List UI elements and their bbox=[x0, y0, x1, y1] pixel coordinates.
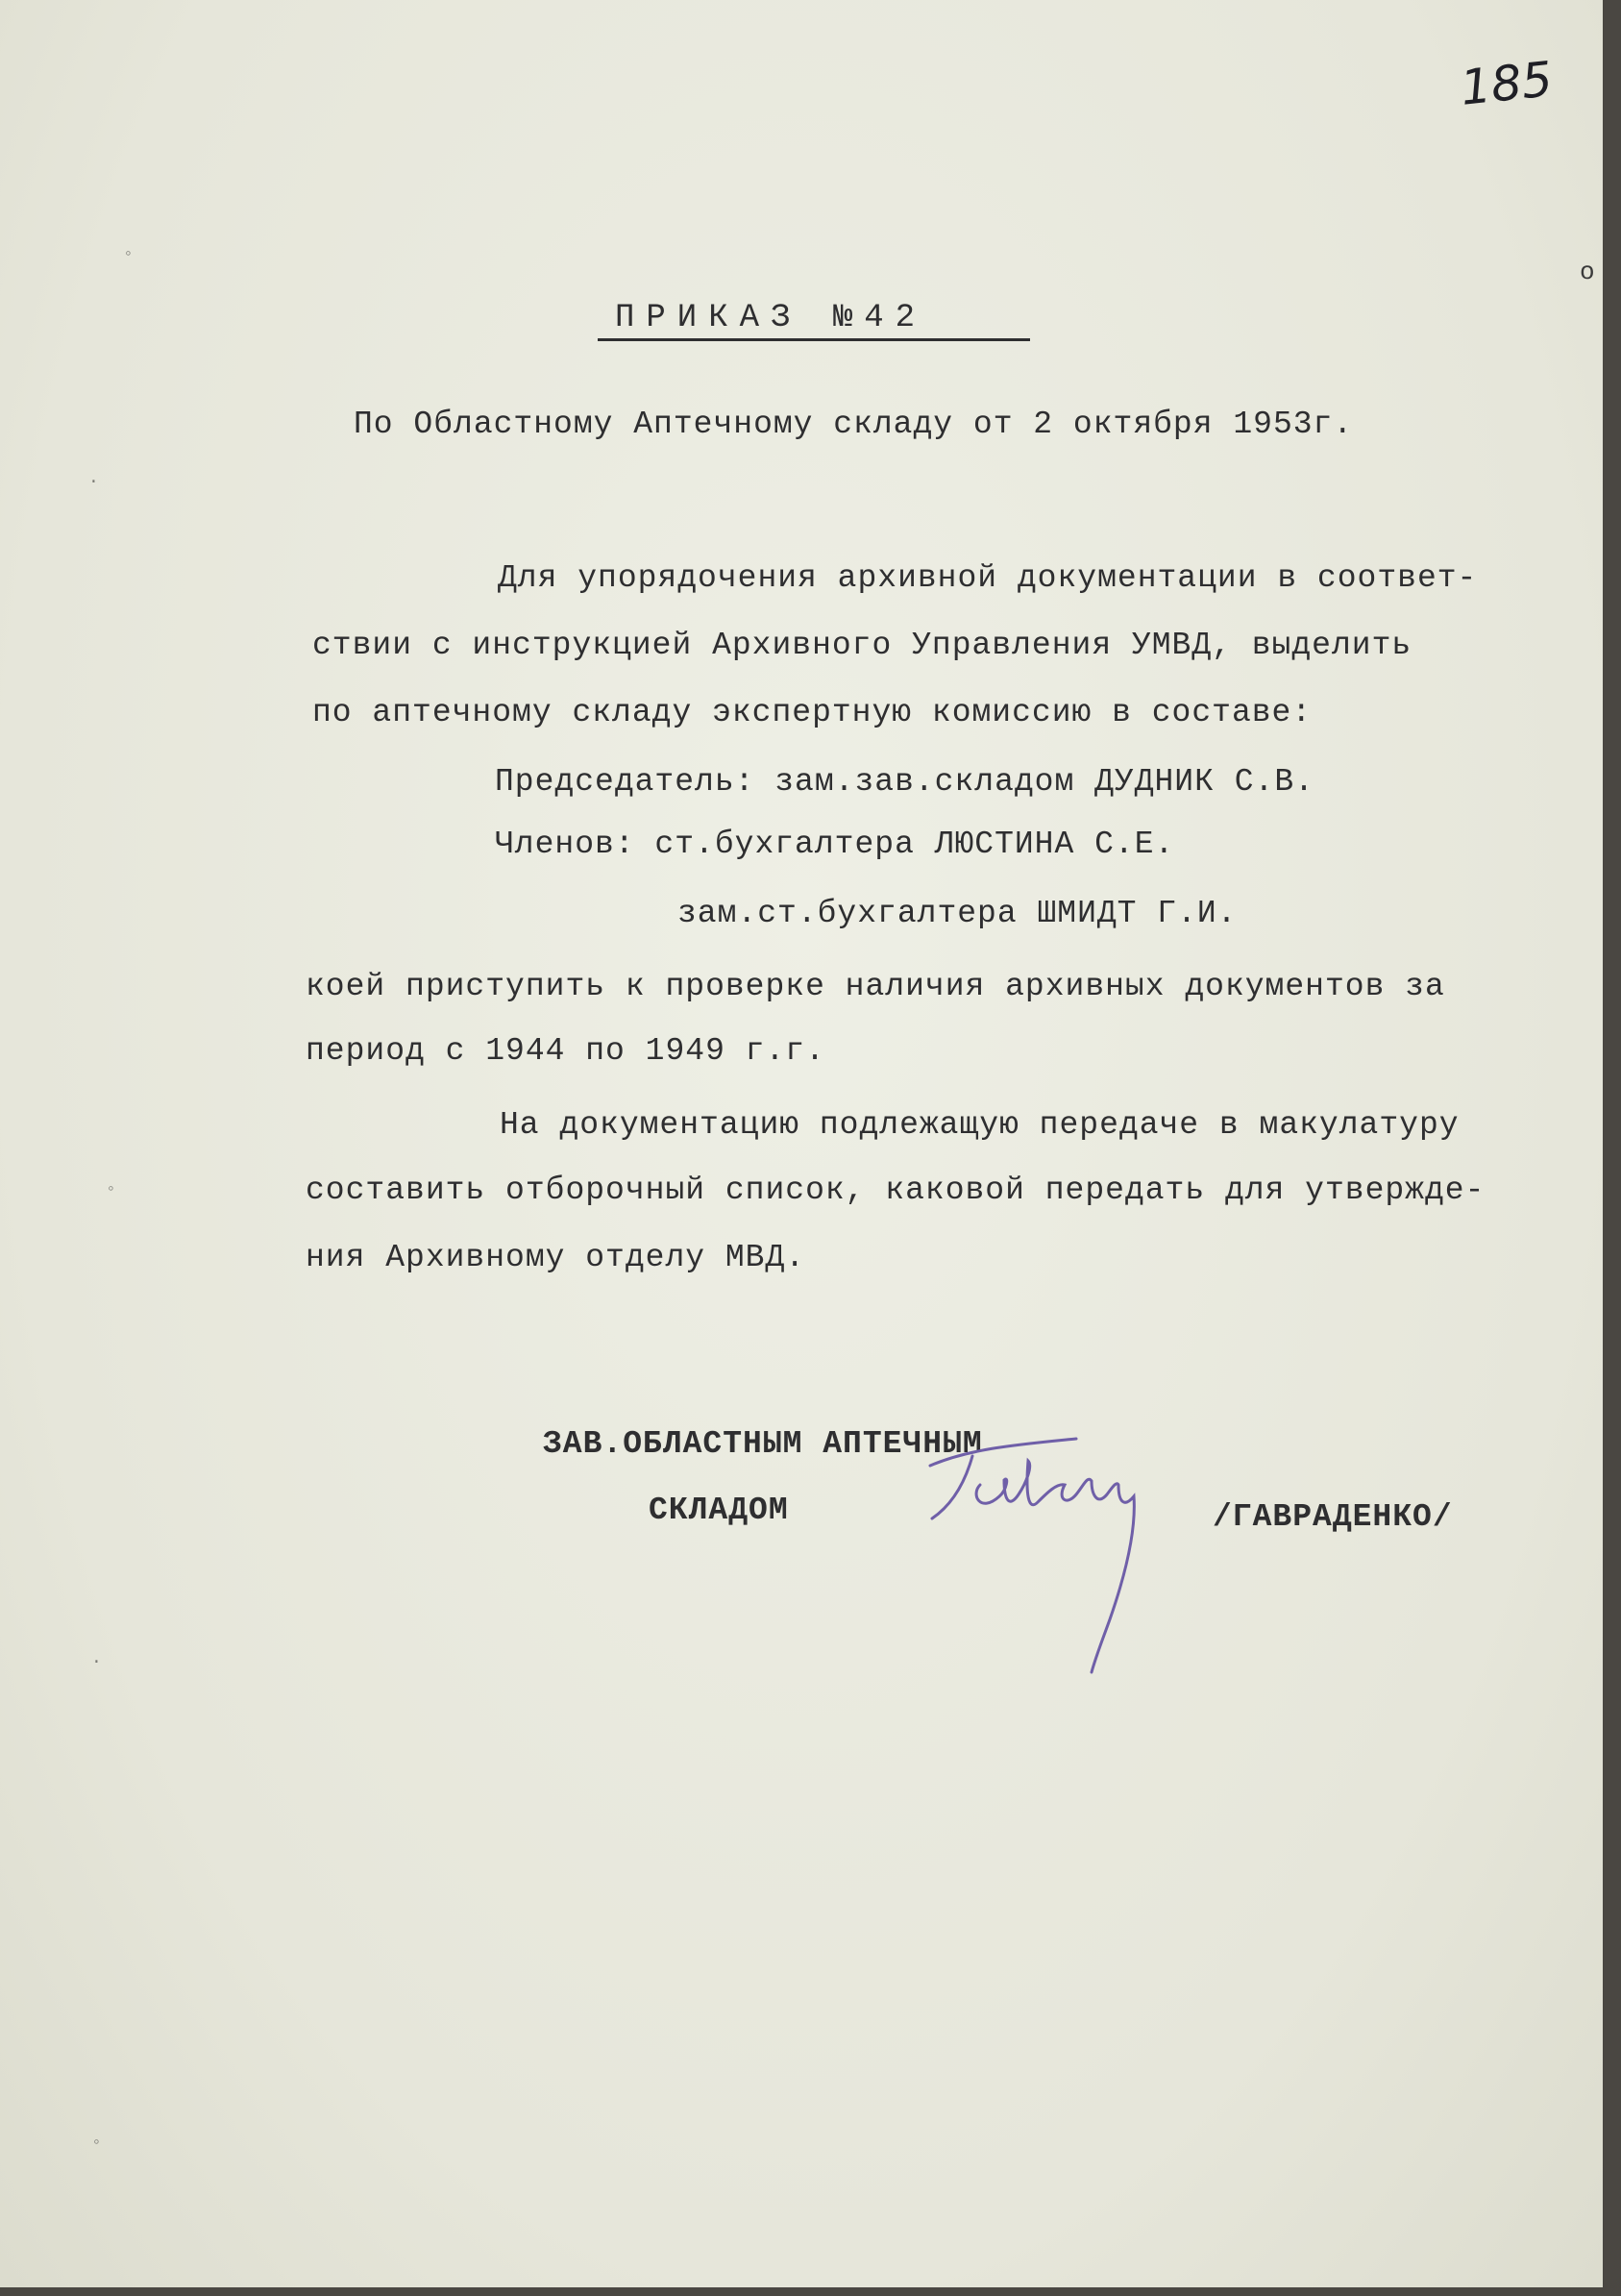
body-line: составить отборочный список, каковой передать для утвержде- bbox=[306, 1173, 1486, 1208]
body-line: период с 1944 по 1949 г.г. bbox=[306, 1033, 825, 1069]
commission-chairman: Председатель: зам.зав.складом ДУДНИК С.В. bbox=[495, 764, 1314, 800]
body-line: по аптечному складу экспертную комиссию в составе: bbox=[312, 695, 1313, 730]
body-line: ствии с инструкцией Архивного Управления УМВД, выделить bbox=[312, 628, 1412, 663]
page-edge bbox=[1603, 0, 1621, 2296]
signatory-position: СКЛАДОМ bbox=[649, 1493, 789, 1528]
punch-mark: ◦ bbox=[106, 1180, 116, 1199]
body-line: Для упорядочения архивной документации в соответ- bbox=[498, 560, 1478, 596]
folio-number: 185 bbox=[1458, 51, 1556, 116]
body-line: ния Архивному отделу МВД. bbox=[306, 1240, 806, 1275]
commission-member: зам.ст.бухгалтера ШМИДТ Г.И. bbox=[677, 896, 1238, 931]
punch-mark: ◦ bbox=[123, 245, 134, 264]
margin-mark: o bbox=[1580, 258, 1595, 286]
signatory-position: ЗАВ.ОБЛАСТНЫМ АПТЕЧНЫМ bbox=[543, 1426, 983, 1462]
punch-mark: ◦ bbox=[91, 2134, 102, 2153]
signatory-name: /ГАВРАДЕНКО/ bbox=[1213, 1499, 1453, 1535]
page-edge bbox=[0, 2287, 1621, 2296]
punch-mark: · bbox=[91, 1653, 102, 1672]
document-title: ПРИКАЗ №42 bbox=[615, 300, 927, 336]
document-subtitle: По Областному Аптечному складу от 2 октября 1953г. bbox=[354, 407, 1354, 442]
handwritten-signature bbox=[913, 1427, 1201, 1687]
body-line: На документацию подлежащую передаче в макулатуру bbox=[500, 1107, 1460, 1143]
commission-member: Членов: ст.бухгалтера ЛЮСТИНА С.Е. bbox=[495, 827, 1175, 862]
title-underline bbox=[598, 338, 1030, 341]
punch-mark: · bbox=[88, 473, 99, 492]
body-line: коей приступить к проверке наличия архивных документов за bbox=[306, 969, 1445, 1004]
